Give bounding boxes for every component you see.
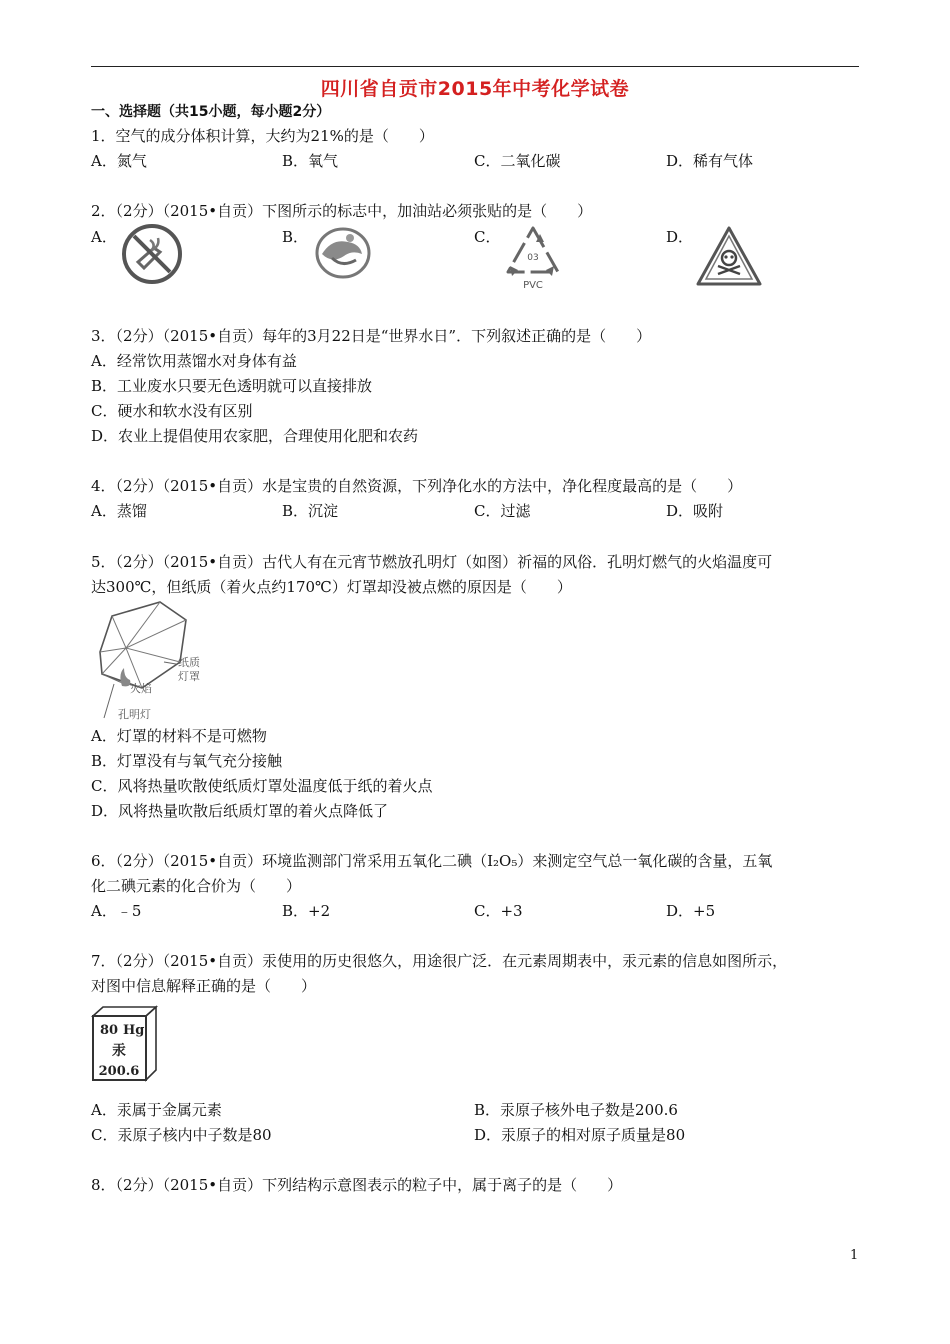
element-name: 汞 bbox=[112, 1043, 126, 1059]
q6-option-c: C．+3 bbox=[474, 902, 523, 920]
section-heading: 一、选择题（共15小题，每小题2分） bbox=[91, 104, 331, 120]
q6-stem-line1: 6．（2分）（2015•自贡）环境监测部门常采用五氧化二碘（I₂O₅）来测定空气总一氧化碳的含量，五氧 bbox=[91, 852, 773, 870]
q2-option-a: A． bbox=[91, 228, 117, 246]
q5-stem-line2: 达300℃，但纸质（着火点约170℃）灯罩却没被点燃的原因是（ ） bbox=[91, 578, 572, 596]
q3-option-d: D．农业上提倡使用农家肥，合理使用化肥和农药 bbox=[91, 427, 419, 445]
lantern-label-shade: 灯罩 bbox=[178, 670, 200, 683]
q5-option-d: D．风将热量吹散后纸质灯罩的着火点降低了 bbox=[91, 802, 389, 820]
q8-stem: 8．（2分）（2015•自贡）下列结构示意图表示的粒子中，属于离子的是（ ） bbox=[91, 1176, 623, 1194]
q3-option-c: C．硬水和软水没有区别 bbox=[91, 402, 253, 420]
no-smoking-sign-icon bbox=[120, 222, 184, 286]
q4-option-c: C．过滤 bbox=[474, 502, 531, 520]
q6-stem-line2: 化二碘元素的化合价为（ ） bbox=[91, 877, 302, 895]
q5-stem-line1: 5．（2分）（2015•自贡）古代人有在元宵节燃放孔明灯（如图）祈福的风俗．孔明灯燃气的火焰温度可 bbox=[91, 553, 773, 571]
q7-option-d: D．汞原子的相对原子质量是80 bbox=[474, 1126, 686, 1144]
q2-option-d: D． bbox=[666, 228, 694, 246]
q5-option-b: B．灯罩没有与氧气充分接触 bbox=[91, 752, 283, 770]
q7-option-c: C．汞原子核内中子数是80 bbox=[91, 1126, 272, 1144]
q1-stem: 1．空气的成分体积计算，大约为21%的是（ ） bbox=[91, 127, 434, 145]
q2-option-b: B． bbox=[282, 228, 309, 246]
q7-stem-line2: 对图中信息解释正确的是（ ） bbox=[91, 977, 317, 995]
lantern-label-paper: 纸质 bbox=[178, 656, 200, 669]
q2-stem: 2．（2分）（2015•自贡）下图所示的标志中，加油站必须张贴的是（ ） bbox=[91, 202, 593, 220]
q7-option-b: B．汞原子核外电子数是200.6 bbox=[474, 1101, 678, 1119]
exam-title: 四川省自贡市2015年中考化学试卷 bbox=[320, 78, 630, 100]
q3-option-b: B．工业废水只要无色透明就可以直接排放 bbox=[91, 377, 373, 395]
q3-stem: 3．（2分）（2015•自贡）每年的3月22日是“世界水日”．下列叙述正确的是（ ） bbox=[91, 327, 652, 345]
q6-option-a: A．﹣5 bbox=[91, 902, 142, 920]
q1-option-a: A．氮气 bbox=[91, 152, 147, 170]
flame-label: 火焰 bbox=[130, 682, 152, 695]
q6-option-d: D．+5 bbox=[666, 902, 716, 920]
recycle-label: PVC bbox=[523, 280, 543, 291]
element-symbol: Hg bbox=[123, 1023, 145, 1038]
water-saving-sign-icon bbox=[312, 224, 374, 282]
element-atomic-number: 80 bbox=[100, 1023, 119, 1038]
q2-option-c: C． bbox=[474, 228, 501, 246]
pvc-recycle-sign-icon bbox=[500, 222, 566, 294]
poison-warning-sign-icon bbox=[694, 224, 764, 288]
q1-option-b: B．氧气 bbox=[282, 152, 339, 170]
lantern-caption: 孔明灯 bbox=[118, 708, 151, 721]
mercury-element-card bbox=[90, 1004, 160, 1084]
q6-option-b: B．+2 bbox=[282, 902, 331, 920]
q4-option-b: B．沉淀 bbox=[282, 502, 339, 520]
recycle-code: 03 bbox=[527, 253, 539, 263]
header-rule bbox=[91, 66, 859, 67]
q4-stem: 4．（2分）（2015•自贡）水是宝贵的自然资源，下列净化水的方法中，净化程度最高的是（ ） bbox=[91, 477, 743, 495]
sky-lantern-figure bbox=[90, 600, 205, 722]
element-mass: 200.6 bbox=[98, 1064, 140, 1079]
q5-option-c: C．风将热量吹散使纸质灯罩处温度低于纸的着火点 bbox=[91, 777, 433, 795]
q7-option-a: A．汞属于金属元素 bbox=[91, 1101, 222, 1119]
q5-option-a: A．灯罩的材料不是可燃物 bbox=[91, 727, 267, 745]
q1-option-d: D．稀有气体 bbox=[666, 152, 754, 170]
q3-option-a: A．经常饮用蒸馏水对身体有益 bbox=[91, 352, 297, 370]
q7-stem-line1: 7．（2分）（2015•自贡）汞使用的历史很悠久，用途很广泛．在元素周期表中，汞元素的信息如图所示， bbox=[91, 952, 788, 970]
q4-option-a: A．蒸馏 bbox=[91, 502, 147, 520]
q4-option-d: D．吸附 bbox=[666, 502, 724, 520]
q1-option-c: C．二氧化碳 bbox=[474, 152, 561, 170]
page-number: 1 bbox=[850, 1248, 859, 1263]
